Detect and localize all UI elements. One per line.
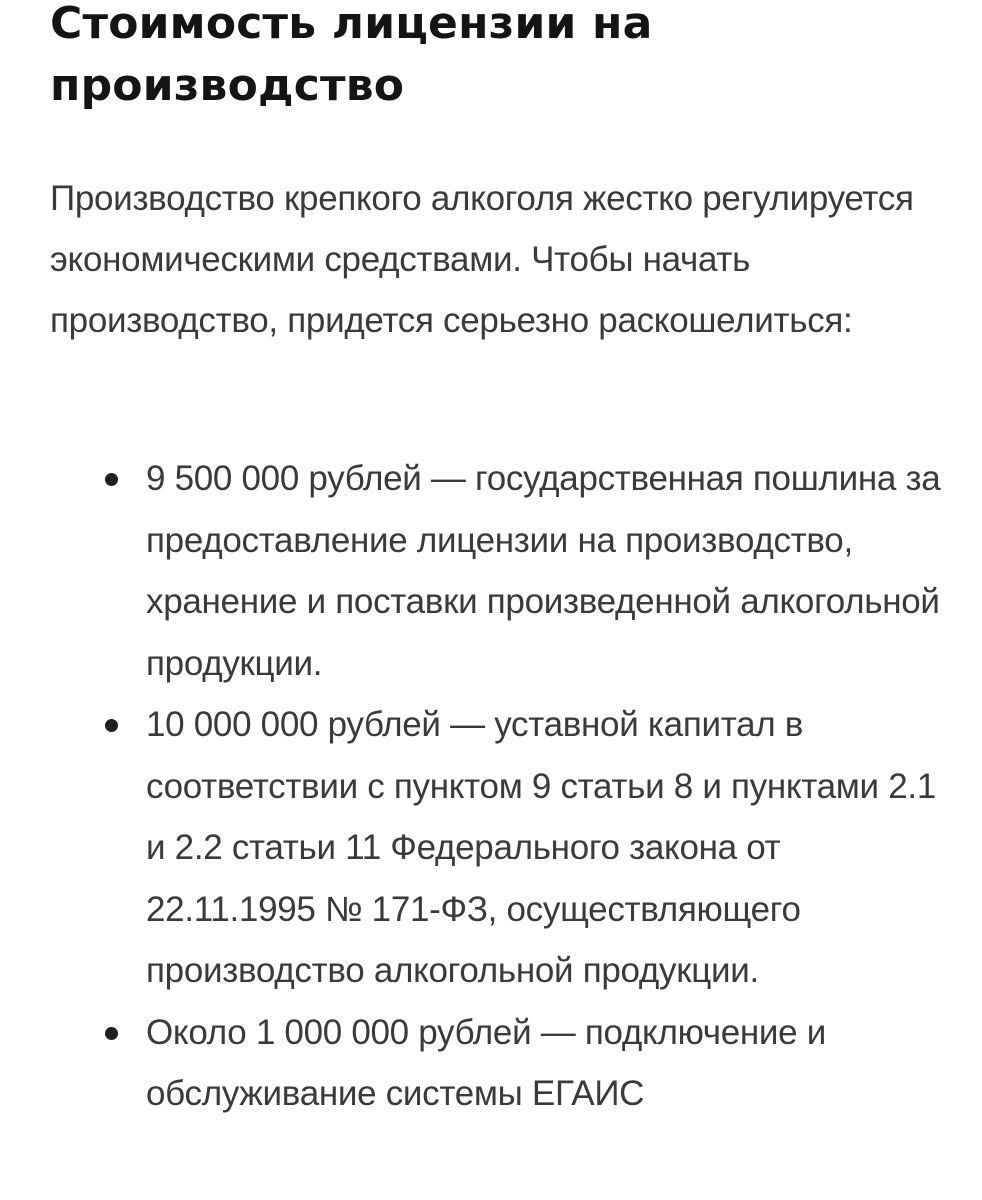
list-item-text: Около 1 000 000 рублей — подключение и обслуживание системы ЕГАИС (146, 1012, 826, 1113)
bullet-icon (105, 719, 118, 732)
bullet-icon (105, 1027, 118, 1040)
list-item-text: 10 000 000 рублей — уставной капитал в соответствии с пунктом 9 статьи 8 и пунктами 2.1 и 2.2 статьи 11 Федерального закона от 22.11.1995 № 171-ФЗ, осуществляющего производство алкогольной продукции. (146, 705, 936, 990)
list-item (50, 448, 950, 694)
list-item (50, 1002, 950, 1125)
article-title: Стоимость лицензии на производство (50, 0, 653, 111)
article-intro: Производство крепкого алкоголя жестко регулируется экономическими средствами. Чтобы начать производство, придется серьезно раскошелиться: (50, 179, 914, 340)
list-item-text: 9 500 000 рублей — государственная пошлина за предоставление лицензии на производство, хранение и поставки произведенной алкогольной продукции. (146, 459, 941, 683)
bullet-icon (105, 473, 118, 486)
cost-list (50, 448, 950, 1125)
list-item (50, 694, 950, 1002)
